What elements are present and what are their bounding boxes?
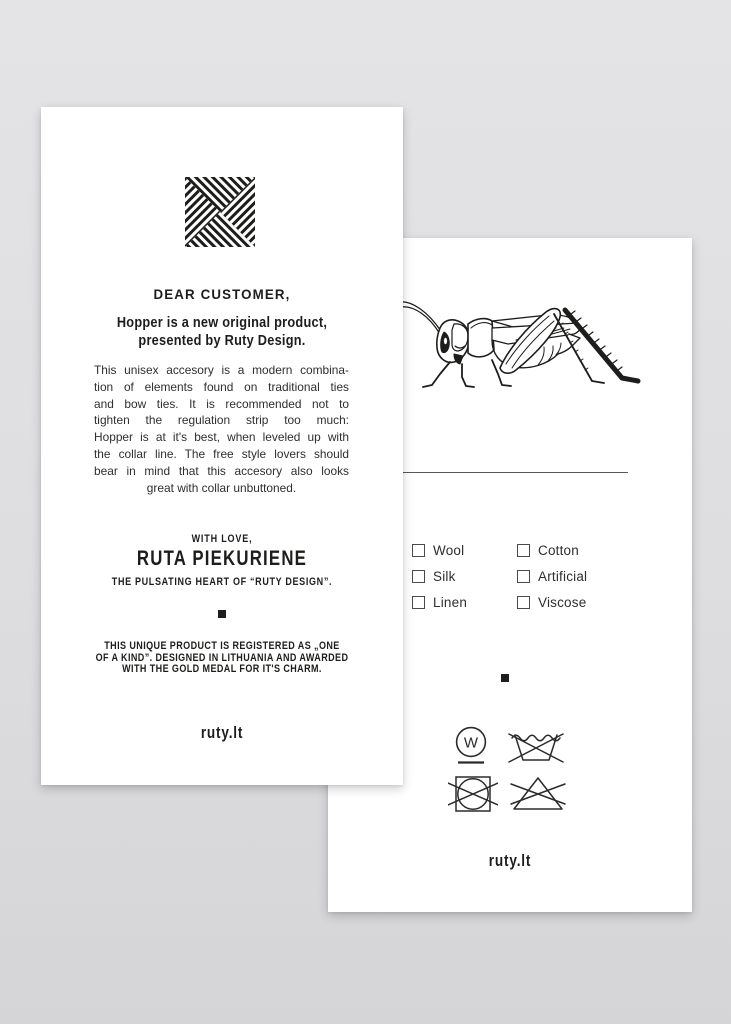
body-line: tion of elements found on traditional ties: [94, 379, 349, 394]
fabric-option-silk: [412, 569, 467, 583]
fabric-label: Viscose: [538, 594, 587, 610]
body-line: Hopper is at it's best, when leveled up with: [94, 430, 349, 445]
square-bullet-icon: [501, 674, 509, 682]
do-not-bleach-icon: [510, 773, 566, 813]
cotton-checkbox: [517, 544, 530, 557]
headline-line: presented by Ruty Design.: [138, 331, 306, 349]
divider-rule: [390, 472, 628, 473]
fabric-option-viscose: [517, 595, 587, 609]
body-paragraph: [94, 362, 349, 496]
do-not-wash-icon: [508, 730, 564, 766]
customer-card: [41, 107, 403, 785]
artificial-checkbox: [517, 570, 530, 583]
body-line: bear in mind that this accesory also looks: [94, 463, 349, 478]
body-line: great with collar unbuttoned.: [146, 480, 297, 495]
fabric-label: Artificial: [538, 568, 588, 584]
fabric-label: Cotton: [538, 542, 579, 558]
body-line: the collar line. The free style lovers should: [94, 446, 349, 461]
silk-checkbox: [412, 570, 425, 583]
fabric-option-linen: [412, 595, 467, 609]
grasshopper-illustration: [388, 288, 648, 398]
svg-text:W: W: [463, 734, 479, 752]
fabric-checklist-right: [517, 543, 587, 609]
registration-line: THIS UNIQUE PRODUCT IS REGISTERED AS „ONE: [104, 640, 340, 652]
fabric-label: Silk: [433, 568, 456, 584]
fabric-checklist-left: [412, 543, 467, 609]
viscose-checkbox: [517, 596, 530, 609]
website-url: ruty.lt: [200, 723, 244, 742]
fabric-option-cotton: [517, 543, 587, 557]
fabric-label: Linen: [433, 594, 468, 610]
body-line: This unisex accesory is a modern combina-: [94, 363, 349, 377]
headline: [68, 314, 376, 349]
signature-name: RUTA PIEKURIENE: [136, 547, 308, 570]
greeting-heading: DEAR CUSTOMER,: [153, 286, 291, 302]
signature-tagline: THE PULSATING HEART OF “RUTY DESIGN”.: [111, 576, 333, 588]
fabric-option-artificial: [517, 569, 587, 583]
body-line: and bow ties. It is recommended not to: [94, 396, 349, 411]
with-love-line: WITH LOVE,: [191, 533, 253, 545]
registration-note: [74, 641, 371, 676]
wool-checkbox: [412, 544, 425, 557]
registration-line: OF A KIND”. DESIGNED IN LITHUANIA AND AWARDED: [95, 651, 349, 664]
fabric-option-wool: [412, 543, 467, 557]
do-not-tumble-dry-icon: [448, 774, 498, 814]
professional-wet-clean-icon: [455, 726, 487, 766]
fabric-label: Wool: [433, 542, 465, 558]
linen-checkbox: [412, 596, 425, 609]
registration-line: WITH THE GOLD MEDAL FOR IT'S CHARM.: [122, 663, 322, 676]
body-line: tighten the regulation strip too much:: [94, 413, 349, 428]
headline-line: Hopper is a new original product,: [116, 314, 328, 331]
ruty-weave-logo-icon: [185, 177, 255, 247]
square-bullet-icon: [218, 610, 226, 618]
website-url: ruty.lt: [488, 851, 532, 870]
